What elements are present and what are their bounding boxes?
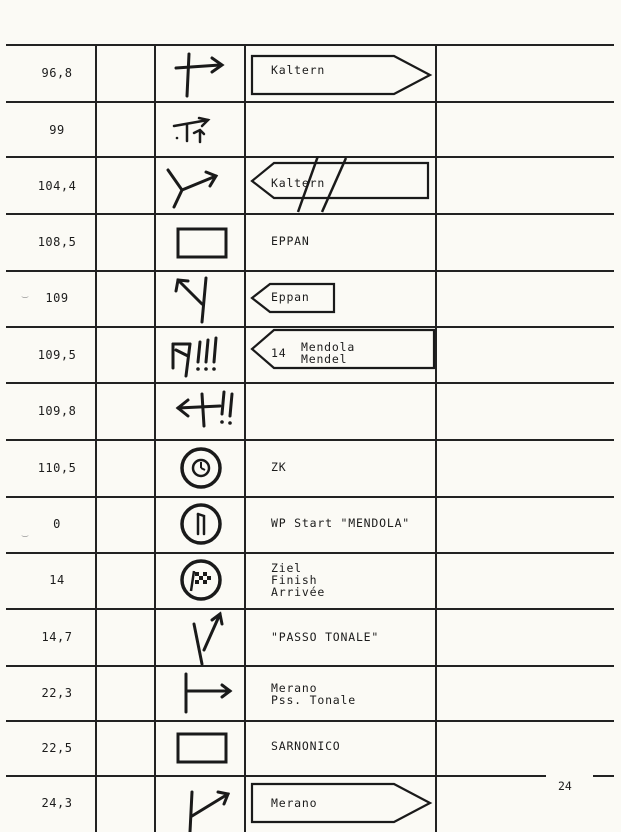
row-divider [6, 552, 614, 554]
bear-left-arrow-icon [158, 272, 244, 324]
km-value: 14,7 [41, 630, 73, 644]
km-value: 108,5 [37, 235, 77, 249]
row-divider [593, 775, 614, 777]
place-text: Merano Pss. Tonale [271, 681, 356, 707]
row-divider [6, 775, 546, 777]
place-text: WP Start "MENDOLA" [271, 516, 411, 530]
fork-right-arrow-icon [158, 780, 244, 832]
km-value: 96,8 [41, 66, 73, 80]
km-value: 109,8 [37, 404, 77, 418]
row-divider [6, 101, 614, 103]
km-value: 109,5 [37, 348, 77, 362]
turn-right-arrow-icon [158, 670, 244, 716]
km-value: 110,5 [37, 461, 77, 475]
sharp-left-warning-icon [158, 330, 244, 380]
column-divider [154, 44, 156, 832]
km-value: 109 [45, 291, 69, 305]
bear-right-icon [158, 610, 244, 666]
km-value: 22,5 [41, 741, 73, 755]
row-divider [6, 665, 614, 667]
junction-arrow-icon [158, 108, 244, 148]
km-value: 99 [49, 123, 65, 137]
place-text: "PASSO TONALE" [271, 630, 380, 644]
row-divider [6, 720, 614, 722]
finish-flag-icon [158, 558, 244, 602]
margin-mark: ‿ [22, 527, 29, 538]
sign-label: Kaltern [271, 176, 326, 190]
place-text: SARNONICO [271, 739, 341, 753]
column-divider [244, 44, 246, 832]
page-number: 24 [558, 779, 572, 793]
place-text: Ziel Finish Arrivée [271, 561, 326, 599]
sign-label: Mendola Mendel [301, 340, 356, 366]
row-divider [6, 439, 614, 441]
km-value: 14 [49, 573, 65, 587]
bear-right-arrow-icon [158, 160, 244, 210]
special-stage-start-icon [158, 502, 244, 546]
place-text: ZK [271, 460, 287, 474]
row-divider [6, 382, 614, 384]
sign-prefix: 14 [271, 346, 287, 360]
sign-label: Eppan [271, 290, 310, 304]
sign-label: Kaltern [271, 63, 326, 77]
town-rectangle-icon [158, 223, 244, 263]
margin-mark: ‿ [22, 288, 29, 299]
row-divider [6, 44, 614, 46]
row-divider [6, 608, 614, 610]
time-control-icon [158, 446, 244, 490]
place-text: EPPAN [271, 234, 310, 248]
column-divider [95, 44, 97, 832]
fork-right-arrow-icon [158, 48, 244, 98]
town-rectangle-icon [158, 728, 244, 768]
row-divider [6, 270, 614, 272]
km-value: 22,3 [41, 686, 73, 700]
km-value: 0 [53, 517, 61, 531]
km-value: 104,4 [37, 179, 77, 193]
sign-label: Merano [271, 796, 318, 810]
row-divider [6, 496, 614, 498]
left-turn-warning-icon [158, 386, 244, 432]
km-value: 24,3 [41, 796, 73, 810]
column-divider [435, 44, 437, 832]
